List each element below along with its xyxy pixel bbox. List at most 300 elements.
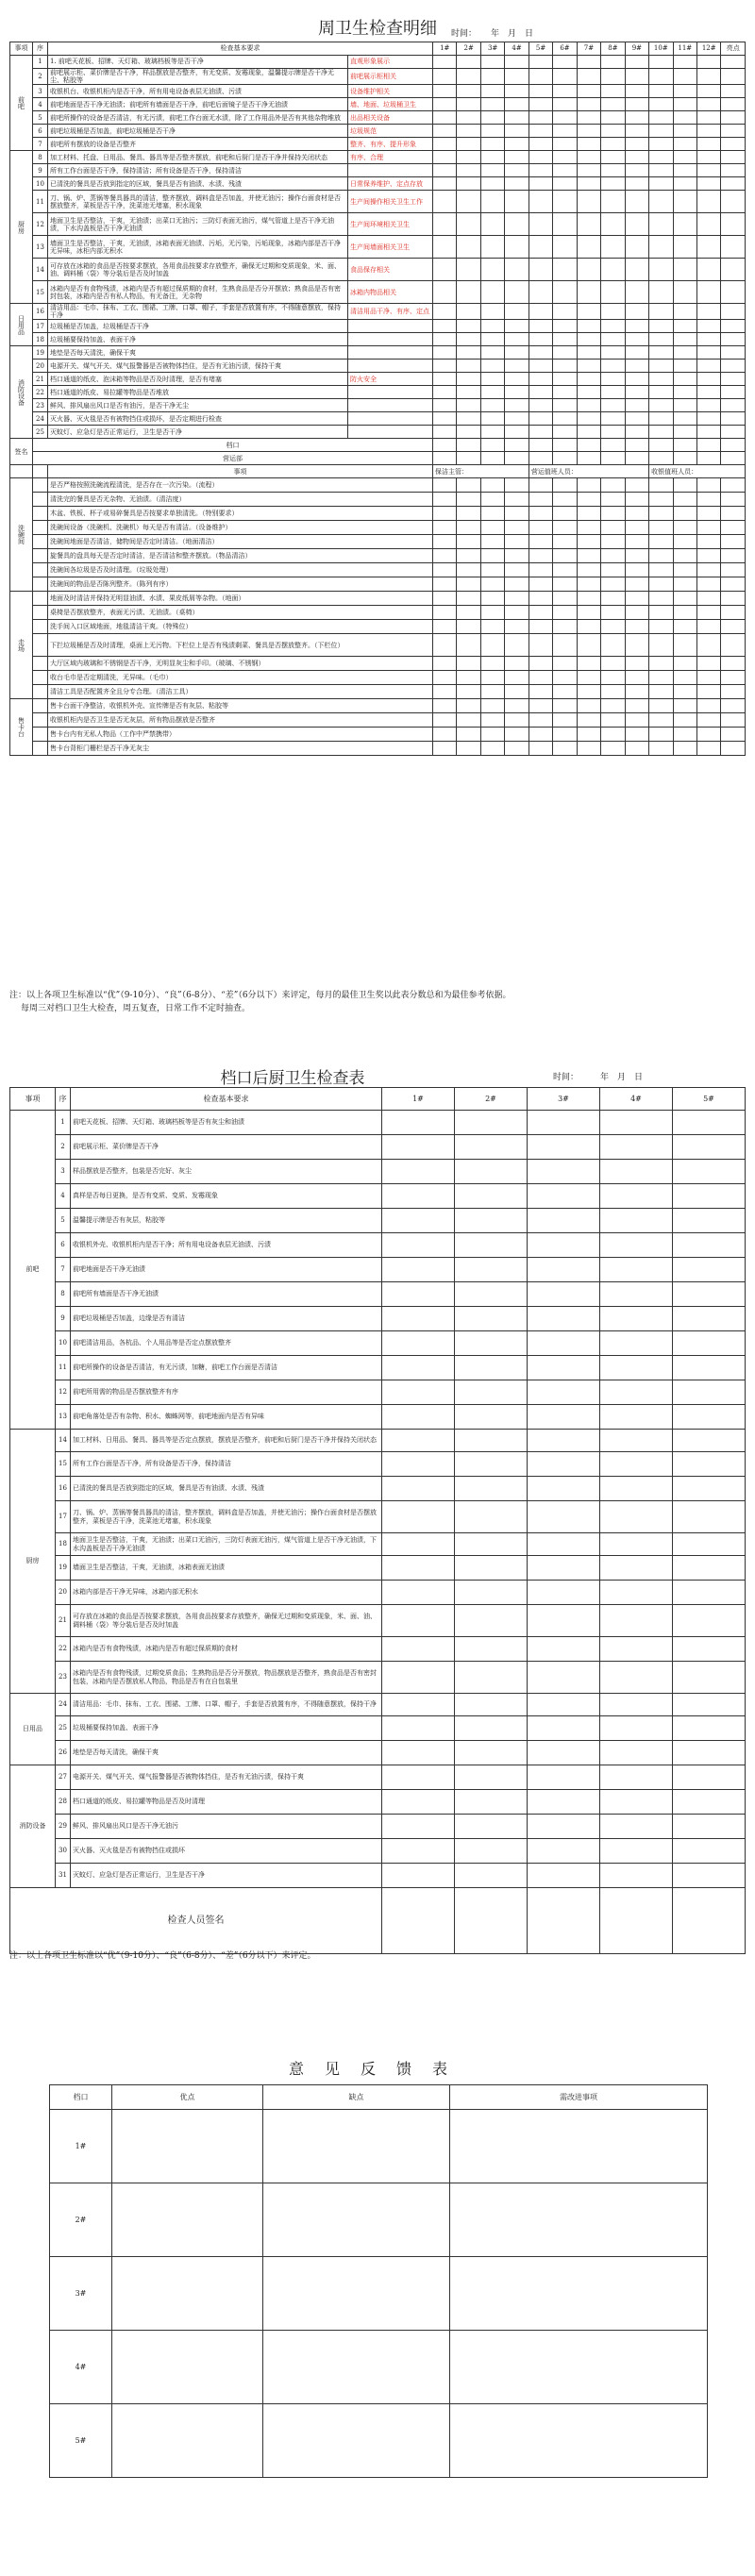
score-cell[interactable]: [455, 1533, 528, 1556]
score-cell[interactable]: [553, 111, 577, 125]
score-cell[interactable]: [577, 493, 600, 507]
score-cell[interactable]: [505, 478, 528, 493]
score-cell[interactable]: [696, 521, 720, 535]
score-cell[interactable]: [721, 742, 746, 756]
score-cell[interactable]: [455, 1815, 528, 1839]
score-cell[interactable]: [696, 386, 720, 399]
score-cell[interactable]: [457, 699, 480, 713]
score-cell[interactable]: [577, 742, 600, 756]
score-cell[interactable]: [721, 177, 746, 191]
feedback-weaknesses-cell[interactable]: [263, 2404, 450, 2478]
score-cell[interactable]: [528, 1160, 600, 1184]
score-cell[interactable]: [696, 426, 720, 439]
score-cell[interactable]: [696, 85, 720, 98]
score-cell[interactable]: [625, 535, 648, 549]
score-cell[interactable]: [649, 535, 673, 549]
signature-cell[interactable]: [505, 452, 528, 465]
score-cell[interactable]: [673, 699, 696, 713]
score-cell[interactable]: [600, 1662, 673, 1694]
score-cell[interactable]: [457, 98, 480, 111]
score-cell[interactable]: [577, 85, 600, 98]
score-cell[interactable]: [528, 304, 552, 320]
score-cell[interactable]: [673, 478, 696, 493]
score-cell[interactable]: [696, 259, 720, 281]
score-cell[interactable]: [673, 1184, 746, 1209]
score-cell[interactable]: [480, 281, 504, 304]
score-cell[interactable]: [480, 56, 504, 69]
score-cell[interactable]: [505, 399, 528, 412]
score-cell[interactable]: [625, 69, 648, 85]
score-cell[interactable]: [721, 563, 746, 577]
score-cell[interactable]: [696, 742, 720, 756]
score-cell[interactable]: [721, 85, 746, 98]
score-cell[interactable]: [480, 493, 504, 507]
signature-cell[interactable]: [601, 439, 625, 452]
score-cell[interactable]: [696, 281, 720, 304]
score-cell[interactable]: [577, 606, 600, 620]
score-cell[interactable]: [553, 213, 577, 236]
score-cell[interactable]: [625, 333, 648, 346]
score-cell[interactable]: [433, 577, 457, 592]
score-cell[interactable]: [696, 236, 720, 259]
score-cell[interactable]: [696, 563, 720, 577]
score-cell[interactable]: [577, 685, 600, 699]
score-cell[interactable]: [505, 304, 528, 320]
score-cell[interactable]: [673, 346, 696, 360]
score-cell[interactable]: [721, 125, 746, 138]
score-cell[interactable]: [649, 671, 673, 685]
score-cell[interactable]: [457, 657, 480, 671]
score-cell[interactable]: [673, 69, 696, 85]
score-cell[interactable]: [649, 713, 673, 728]
score-cell[interactable]: [505, 111, 528, 125]
score-cell[interactable]: [696, 164, 720, 177]
score-cell[interactable]: [528, 1716, 600, 1741]
score-cell[interactable]: [457, 373, 480, 386]
score-cell[interactable]: [649, 426, 673, 439]
score-cell[interactable]: [721, 373, 746, 386]
score-cell[interactable]: [480, 111, 504, 125]
score-cell[interactable]: [577, 592, 600, 606]
score-cell[interactable]: [601, 521, 625, 535]
score-cell[interactable]: [457, 399, 480, 412]
score-cell[interactable]: [528, 1477, 600, 1501]
score-cell[interactable]: [528, 1135, 600, 1160]
score-cell[interactable]: [505, 98, 528, 111]
signature-cell[interactable]: [455, 1888, 528, 1954]
score-cell[interactable]: [553, 346, 577, 360]
score-cell[interactable]: [433, 333, 457, 346]
score-cell[interactable]: [433, 606, 457, 620]
signature-cell[interactable]: [649, 452, 673, 465]
score-cell[interactable]: [601, 85, 625, 98]
score-cell[interactable]: [696, 592, 720, 606]
score-cell[interactable]: [577, 111, 600, 125]
score-cell[interactable]: [553, 521, 577, 535]
score-cell[interactable]: [433, 85, 457, 98]
score-cell[interactable]: [721, 535, 746, 549]
score-cell[interactable]: [433, 478, 457, 493]
score-cell[interactable]: [528, 213, 552, 236]
score-cell[interactable]: [649, 164, 673, 177]
score-cell[interactable]: [577, 563, 600, 577]
score-cell[interactable]: [649, 478, 673, 493]
score-cell[interactable]: [577, 657, 600, 671]
score-cell[interactable]: [696, 333, 720, 346]
score-cell[interactable]: [457, 138, 480, 151]
score-cell[interactable]: [505, 699, 528, 713]
score-cell[interactable]: [601, 535, 625, 549]
score-cell[interactable]: [457, 386, 480, 399]
score-cell[interactable]: [625, 657, 648, 671]
score-cell[interactable]: [528, 713, 552, 728]
score-cell[interactable]: [673, 592, 696, 606]
score-cell[interactable]: [673, 1160, 746, 1184]
score-cell[interactable]: [505, 606, 528, 620]
score-cell[interactable]: [455, 1581, 528, 1605]
score-cell[interactable]: [625, 426, 648, 439]
score-cell[interactable]: [457, 728, 480, 742]
score-cell[interactable]: [553, 281, 577, 304]
score-cell[interactable]: [601, 563, 625, 577]
score-cell[interactable]: [528, 426, 552, 439]
score-cell[interactable]: [649, 521, 673, 535]
score-cell[interactable]: [528, 1307, 600, 1331]
feedback-improvements-cell[interactable]: [450, 2331, 708, 2404]
score-cell[interactable]: [601, 493, 625, 507]
score-cell[interactable]: [505, 634, 528, 657]
score-cell[interactable]: [433, 699, 457, 713]
score-cell[interactable]: [577, 177, 600, 191]
score-cell[interactable]: [625, 671, 648, 685]
score-cell[interactable]: [577, 535, 600, 549]
score-cell[interactable]: [577, 386, 600, 399]
score-cell[interactable]: [528, 138, 552, 151]
score-cell[interactable]: [600, 1533, 673, 1556]
signature-cell[interactable]: [625, 452, 648, 465]
score-cell[interactable]: [649, 177, 673, 191]
score-cell[interactable]: [601, 191, 625, 213]
score-cell[interactable]: [600, 1605, 673, 1637]
score-cell[interactable]: [480, 373, 504, 386]
score-cell[interactable]: [649, 125, 673, 138]
score-cell[interactable]: [382, 1581, 455, 1605]
score-cell[interactable]: [528, 360, 552, 373]
score-cell[interactable]: [721, 507, 746, 521]
score-cell[interactable]: [553, 236, 577, 259]
score-cell[interactable]: [600, 1501, 673, 1533]
score-cell[interactable]: [505, 320, 528, 333]
score-cell[interactable]: [433, 346, 457, 360]
score-cell[interactable]: [553, 151, 577, 164]
score-cell[interactable]: [601, 507, 625, 521]
score-cell[interactable]: [577, 320, 600, 333]
score-cell[interactable]: [382, 1258, 455, 1282]
score-cell[interactable]: [480, 69, 504, 85]
score-cell[interactable]: [577, 138, 600, 151]
score-cell[interactable]: [528, 386, 552, 399]
score-cell[interactable]: [600, 1716, 673, 1741]
score-cell[interactable]: [625, 85, 648, 98]
score-cell[interactable]: [457, 281, 480, 304]
score-cell[interactable]: [673, 1135, 746, 1160]
score-cell[interactable]: [577, 412, 600, 426]
score-cell[interactable]: [528, 346, 552, 360]
score-cell[interactable]: [601, 346, 625, 360]
score-cell[interactable]: [553, 426, 577, 439]
score-cell[interactable]: [577, 333, 600, 346]
score-cell[interactable]: [673, 426, 696, 439]
score-cell[interactable]: [553, 577, 577, 592]
score-cell[interactable]: [433, 111, 457, 125]
score-cell[interactable]: [382, 1501, 455, 1533]
score-cell[interactable]: [480, 191, 504, 213]
score-cell[interactable]: [721, 728, 746, 742]
score-cell[interactable]: [649, 728, 673, 742]
score-cell[interactable]: [721, 333, 746, 346]
score-cell[interactable]: [673, 56, 696, 69]
score-cell[interactable]: [480, 360, 504, 373]
score-cell[interactable]: [721, 259, 746, 281]
score-cell[interactable]: [455, 1209, 528, 1233]
score-cell[interactable]: [528, 634, 552, 657]
score-cell[interactable]: [673, 320, 696, 333]
score-cell[interactable]: [457, 634, 480, 657]
score-cell[interactable]: [625, 742, 648, 756]
feedback-weaknesses-cell[interactable]: [263, 2331, 450, 2404]
score-cell[interactable]: [528, 111, 552, 125]
score-cell[interactable]: [553, 478, 577, 493]
score-cell[interactable]: [382, 1637, 455, 1662]
score-cell[interactable]: [480, 563, 504, 577]
score-cell[interactable]: [600, 1380, 673, 1405]
score-cell[interactable]: [601, 549, 625, 563]
score-cell[interactable]: [673, 1405, 746, 1430]
score-cell[interactable]: [600, 1839, 673, 1864]
score-cell[interactable]: [601, 592, 625, 606]
score-cell[interactable]: [600, 1815, 673, 1839]
score-cell[interactable]: [455, 1694, 528, 1716]
score-cell[interactable]: [649, 563, 673, 577]
score-cell[interactable]: [553, 620, 577, 634]
score-cell[interactable]: [433, 236, 457, 259]
score-cell[interactable]: [625, 521, 648, 535]
score-cell[interactable]: [528, 1258, 600, 1282]
score-cell[interactable]: [505, 213, 528, 236]
signature-cell[interactable]: [505, 439, 528, 452]
score-cell[interactable]: [457, 592, 480, 606]
score-cell[interactable]: [625, 151, 648, 164]
score-cell[interactable]: [673, 620, 696, 634]
score-cell[interactable]: [673, 1581, 746, 1605]
score-cell[interactable]: [528, 320, 552, 333]
score-cell[interactable]: [553, 507, 577, 521]
score-cell[interactable]: [505, 164, 528, 177]
score-cell[interactable]: [505, 549, 528, 563]
score-cell[interactable]: [721, 685, 746, 699]
score-cell[interactable]: [433, 657, 457, 671]
score-cell[interactable]: [455, 1160, 528, 1184]
score-cell[interactable]: [480, 213, 504, 236]
feedback-improvements-cell[interactable]: [450, 2404, 708, 2478]
score-cell[interactable]: [433, 151, 457, 164]
score-cell[interactable]: [625, 373, 648, 386]
feedback-strengths-cell[interactable]: [112, 2183, 263, 2257]
feedback-strengths-cell[interactable]: [112, 2257, 263, 2331]
score-cell[interactable]: [673, 111, 696, 125]
signature-cell[interactable]: [673, 1888, 746, 1954]
score-cell[interactable]: [625, 320, 648, 333]
score-cell[interactable]: [721, 592, 746, 606]
score-cell[interactable]: [673, 1839, 746, 1864]
score-cell[interactable]: [721, 493, 746, 507]
score-cell[interactable]: [577, 213, 600, 236]
score-cell[interactable]: [528, 177, 552, 191]
score-cell[interactable]: [721, 606, 746, 620]
score-cell[interactable]: [601, 577, 625, 592]
score-cell[interactable]: [382, 1556, 455, 1581]
score-cell[interactable]: [528, 412, 552, 426]
score-cell[interactable]: [457, 177, 480, 191]
score-cell[interactable]: [721, 164, 746, 177]
score-cell[interactable]: [433, 535, 457, 549]
score-cell[interactable]: [505, 577, 528, 592]
score-cell[interactable]: [673, 191, 696, 213]
score-cell[interactable]: [673, 281, 696, 304]
score-cell[interactable]: [528, 1741, 600, 1765]
score-cell[interactable]: [457, 191, 480, 213]
score-cell[interactable]: [553, 563, 577, 577]
score-cell[interactable]: [601, 478, 625, 493]
score-cell[interactable]: [577, 399, 600, 412]
signature-cell[interactable]: [625, 439, 648, 452]
score-cell[interactable]: [382, 1864, 455, 1888]
signature-cell[interactable]: [600, 1888, 673, 1954]
score-cell[interactable]: [553, 606, 577, 620]
score-cell[interactable]: [577, 56, 600, 69]
score-cell[interactable]: [480, 671, 504, 685]
score-cell[interactable]: [673, 386, 696, 399]
score-cell[interactable]: [577, 426, 600, 439]
score-cell[interactable]: [600, 1111, 673, 1135]
score-cell[interactable]: [480, 620, 504, 634]
score-cell[interactable]: [433, 399, 457, 412]
score-cell[interactable]: [455, 1765, 528, 1790]
score-cell[interactable]: [457, 620, 480, 634]
score-cell[interactable]: [721, 713, 746, 728]
score-cell[interactable]: [577, 699, 600, 713]
score-cell[interactable]: [649, 85, 673, 98]
score-cell[interactable]: [528, 577, 552, 592]
score-cell[interactable]: [382, 1111, 455, 1135]
score-cell[interactable]: [528, 236, 552, 259]
score-cell[interactable]: [600, 1741, 673, 1765]
score-cell[interactable]: [505, 281, 528, 304]
score-cell[interactable]: [480, 699, 504, 713]
score-cell[interactable]: [649, 742, 673, 756]
signature-cell[interactable]: [480, 452, 504, 465]
score-cell[interactable]: [673, 373, 696, 386]
score-cell[interactable]: [528, 1209, 600, 1233]
score-cell[interactable]: [721, 577, 746, 592]
score-cell[interactable]: [625, 304, 648, 320]
score-cell[interactable]: [577, 346, 600, 360]
score-cell[interactable]: [696, 399, 720, 412]
score-cell[interactable]: [455, 1839, 528, 1864]
score-cell[interactable]: [528, 535, 552, 549]
score-cell[interactable]: [505, 521, 528, 535]
score-cell[interactable]: [553, 535, 577, 549]
score-cell[interactable]: [382, 1430, 455, 1452]
score-cell[interactable]: [673, 236, 696, 259]
score-cell[interactable]: [505, 620, 528, 634]
score-cell[interactable]: [505, 507, 528, 521]
score-cell[interactable]: [505, 671, 528, 685]
score-cell[interactable]: [649, 111, 673, 125]
score-cell[interactable]: [601, 69, 625, 85]
score-cell[interactable]: [455, 1716, 528, 1741]
score-cell[interactable]: [433, 493, 457, 507]
score-cell[interactable]: [601, 620, 625, 634]
score-cell[interactable]: [673, 1209, 746, 1233]
score-cell[interactable]: [577, 373, 600, 386]
score-cell[interactable]: [457, 333, 480, 346]
score-cell[interactable]: [673, 1864, 746, 1888]
score-cell[interactable]: [600, 1581, 673, 1605]
score-cell[interactable]: [577, 360, 600, 373]
score-cell[interactable]: [505, 713, 528, 728]
score-cell[interactable]: [696, 657, 720, 671]
score-cell[interactable]: [673, 85, 696, 98]
feedback-weaknesses-cell[interactable]: [263, 2257, 450, 2331]
score-cell[interactable]: [601, 164, 625, 177]
score-cell[interactable]: [721, 521, 746, 535]
score-cell[interactable]: [601, 685, 625, 699]
score-cell[interactable]: [696, 634, 720, 657]
score-cell[interactable]: [528, 521, 552, 535]
score-cell[interactable]: [457, 85, 480, 98]
score-cell[interactable]: [673, 164, 696, 177]
score-cell[interactable]: [528, 1815, 600, 1839]
score-cell[interactable]: [528, 1637, 600, 1662]
score-cell[interactable]: [601, 742, 625, 756]
score-cell[interactable]: [577, 671, 600, 685]
score-cell[interactable]: [721, 236, 746, 259]
score-cell[interactable]: [528, 742, 552, 756]
score-cell[interactable]: [382, 1184, 455, 1209]
score-cell[interactable]: [721, 138, 746, 151]
score-cell[interactable]: [433, 742, 457, 756]
score-cell[interactable]: [696, 177, 720, 191]
score-cell[interactable]: [696, 69, 720, 85]
score-cell[interactable]: [382, 1839, 455, 1864]
score-cell[interactable]: [601, 333, 625, 346]
score-cell[interactable]: [433, 98, 457, 111]
score-cell[interactable]: [480, 478, 504, 493]
score-cell[interactable]: [649, 592, 673, 606]
score-cell[interactable]: [457, 685, 480, 699]
score-cell[interactable]: [649, 151, 673, 164]
score-cell[interactable]: [455, 1637, 528, 1662]
score-cell[interactable]: [625, 592, 648, 606]
score-cell[interactable]: [625, 577, 648, 592]
score-cell[interactable]: [528, 671, 552, 685]
score-cell[interactable]: [625, 125, 648, 138]
score-cell[interactable]: [457, 56, 480, 69]
score-cell[interactable]: [553, 713, 577, 728]
score-cell[interactable]: [455, 1556, 528, 1581]
score-cell[interactable]: [480, 236, 504, 259]
